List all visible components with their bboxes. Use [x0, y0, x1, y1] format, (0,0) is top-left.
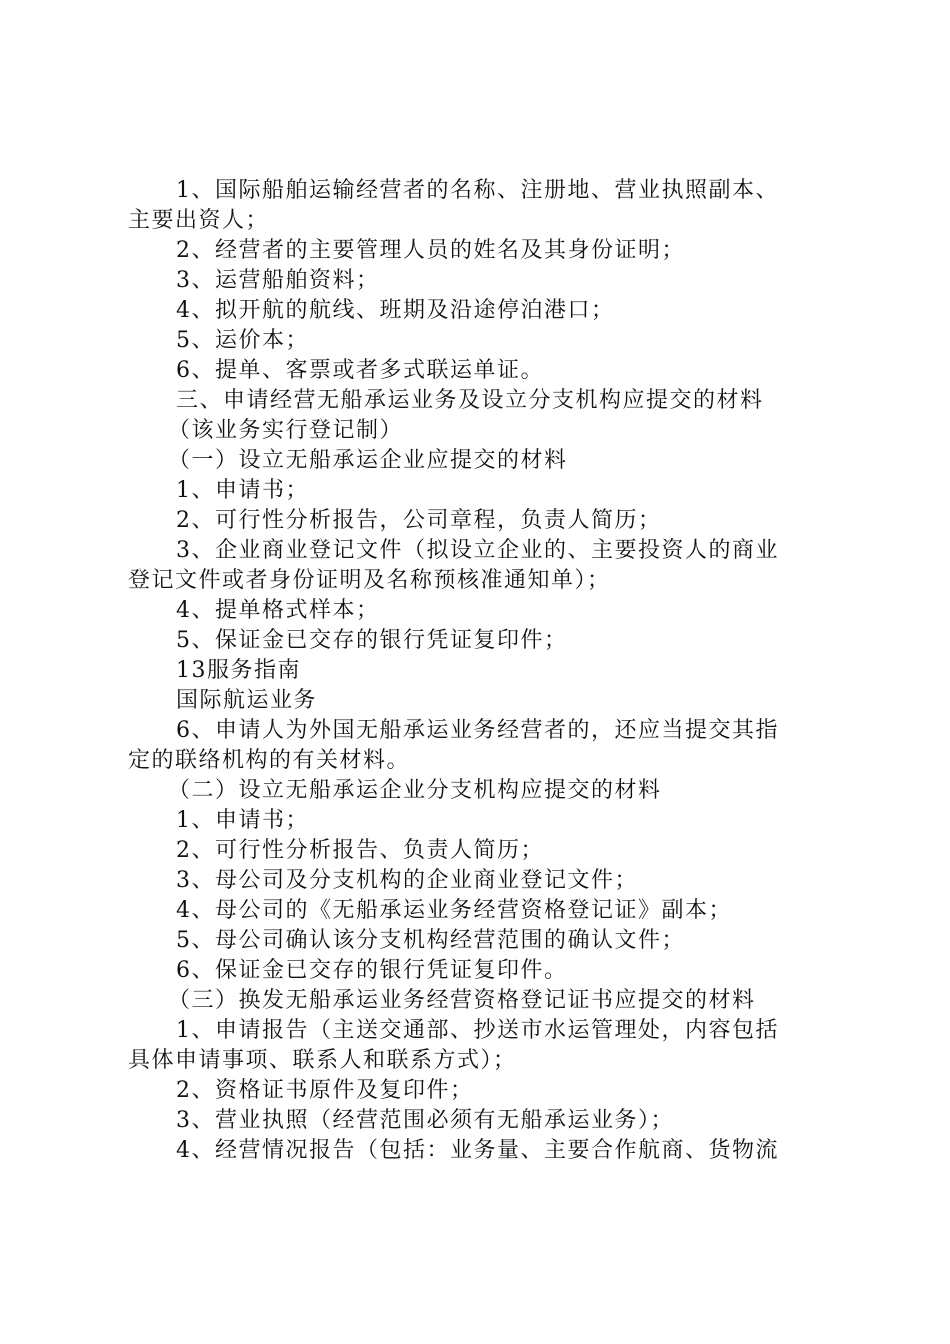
list-item: 2、可行性分析报告，公司章程，负责人简历；	[176, 508, 662, 533]
list-item: 5、母公司确认该分支机构经营范围的确认文件；	[176, 928, 685, 953]
list-item: 4、提单格式样本；	[176, 598, 380, 623]
page-header-label: 国际航运业务	[176, 688, 318, 713]
list-item: 5、运价本；	[176, 328, 309, 353]
list-item: 6、保证金已交存的银行凭证复印件。	[176, 958, 568, 983]
list-item: 2、可行性分析报告、负责人简历；	[176, 838, 544, 863]
section-heading: 三、申请经营无船承运业务及设立分支机构应提交的材料	[176, 388, 764, 413]
list-item: 6、提单、客票或者多式联运单证。	[176, 358, 544, 383]
list-item: 1、申请书；	[176, 478, 309, 503]
list-item: 2、经营者的主要管理人员的姓名及其身份证明；	[176, 238, 685, 263]
list-item: 3、运营船舶资料；	[176, 268, 380, 293]
subsection-heading: （一）设立无船承运企业应提交的材料	[168, 448, 568, 473]
list-item: 3、企业商业登记文件（拟设立企业的、主要投资人的商业	[176, 538, 779, 563]
list-item: 3、营业执照（经营范围必须有无船承运业务）；	[176, 1108, 674, 1133]
list-item: 4、母公司的《无船承运业务经营资格登记证》副本；	[176, 898, 732, 923]
document-body	[128, 176, 832, 1166]
list-item: 3、母公司及分支机构的企业商业登记文件；	[176, 868, 638, 893]
list-item: 1、申请书；	[176, 808, 309, 833]
list-item: 5、保证金已交存的银行凭证复印件；	[176, 628, 568, 653]
list-item: 1、国际船舶运输经营者的名称、注册地、营业执照副本、	[176, 178, 779, 203]
list-item: 4、拟开航的航线、班期及沿途停泊港口；	[176, 298, 615, 323]
section-heading-note: （该业务实行登记制）	[168, 418, 404, 443]
subsection-heading: （三）换发无船承运业务经营资格登记证书应提交的材料	[168, 988, 756, 1013]
list-item: 4、经营情况报告（包括：业务量、主要合作航商、货物流	[176, 1138, 779, 1163]
list-item: 1、申请报告（主送交通部、抄送市水运管理处，内容包括	[176, 1018, 779, 1043]
list-item-continuation: 主要出资人；	[128, 208, 270, 233]
list-item: 6、申请人为外国无船承运业务经营者的，还应当提交其指	[176, 718, 779, 743]
page-footer-label: 13服务指南	[176, 658, 301, 683]
list-item-continuation: 具体申请事项、联系人和联系方式）；	[128, 1048, 517, 1073]
subsection-heading: （二）设立无船承运企业分支机构应提交的材料	[168, 778, 662, 803]
list-item-continuation: 登记文件或者身份证明及名称预核准通知单）；	[128, 568, 611, 593]
list-item-continuation: 定的联络机构的有关材料。	[128, 748, 411, 773]
list-item: 2、资格证书原件及复印件；	[176, 1078, 474, 1103]
